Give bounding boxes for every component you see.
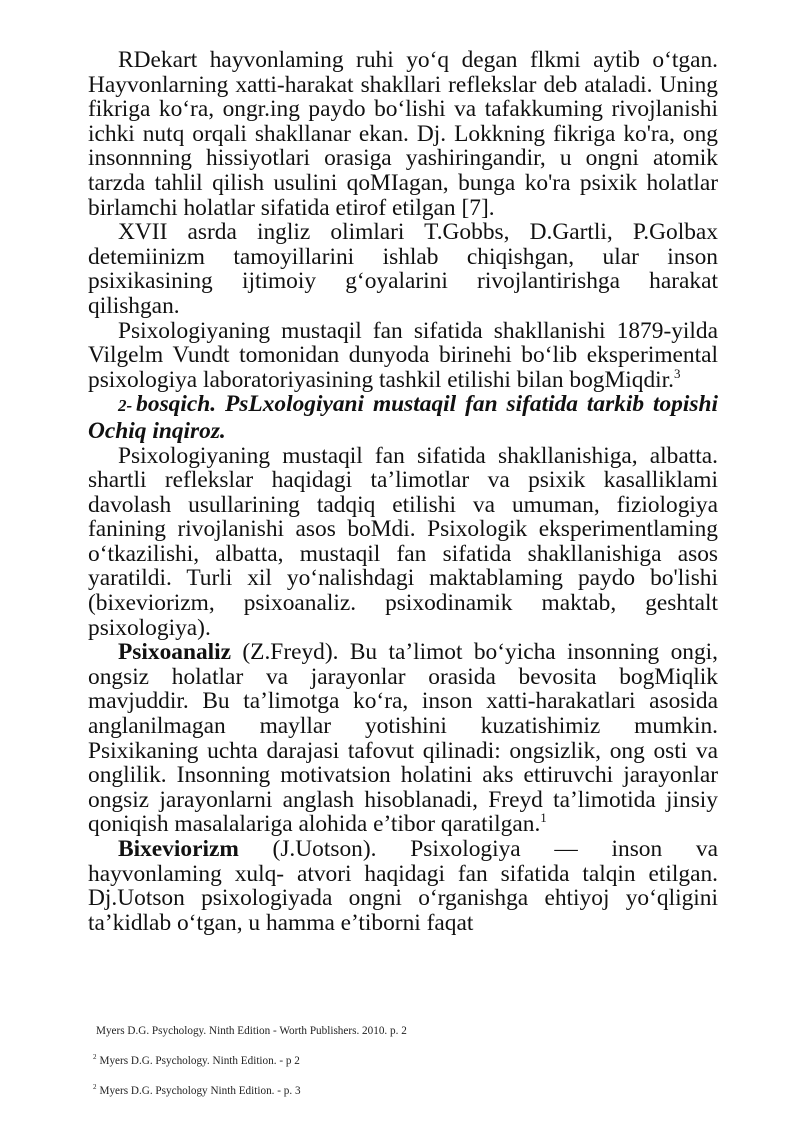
footnote-ref: 1 (540, 810, 547, 826)
paragraph-text: (J.Uotson). Psixologiya — inson va hayvonlaming xulq- atvori haqidagi fan sifatida talqin etilgan. Dj.Uotson psixologiyada ongni o‘rganishga ehtiyoj yo‘qligini ta’kidlab o‘tgan, u hamma e’tiborni faqat (88, 836, 718, 936)
paragraph-text: (Z.Freyd). Bu ta’limot bo‘yicha insonning ongi, ongsiz holatlar va jarayonlar orasida bevosita bogMiqlik mavjuddir. Bu ta’limotga ko‘ra, inson xatti-harakatlari asosida anglanilmagan mayllar yotishini kuzatishimiz mumkin. Psixikaning uchta darajasi tafovut qilinadi: ongsizlik, ong osti va onglilik. Insonning motivatsion holatini aks ettiruvchi jarayonlar ongsiz jarayonlarni anglash hisoblanadi, Freyd ta’limotida jinsiy qoniqish masalalariga alohida e’tibor qaratilgan. (88, 639, 718, 838)
document-body (88, 48, 718, 935)
paragraph-text: XVII asrda ingliz olimlari T.Gobbs, D.Gartli, P.Golbax detemiinizm tamoyillarini ishlab chiqishgan, ular inson psixikasining ijtimoiy g‘oyalarini rivojlantirishga harakat qilishgan. (88, 219, 718, 319)
footnote-mark: 2 (93, 1053, 97, 1062)
paragraph-text: Psixologiyaning mustaqil fan sifatida shakllanishi 1879-yilda Vilgelm Vundt tomonidan dunyoda birinehi bo‘lib eksperimental psixologiya laboratoriyasining tashkil etilishi bilan bogMiqdir. (88, 317, 718, 393)
heading-number: 2- (118, 396, 133, 416)
footnote-ref: 3 (674, 365, 681, 381)
footnote-text: Myers D.G. Psychology Ninth Edition. - p. 3 (99, 1085, 301, 1097)
footnote (93, 1084, 713, 1098)
footnote-text: Myers D.G. Psychology. Ninth Edition. - p 2 (99, 1055, 300, 1067)
term-psixoanaliz: Psixoanaliz (118, 639, 232, 666)
footnotes (93, 1024, 713, 1098)
footnote-text: Myers D.G. Psychology. Ninth Edition - Worth Publishers. 2010. p. 2 (96, 1025, 407, 1037)
section-heading (88, 392, 718, 443)
footnote (93, 1054, 713, 1068)
paragraph-vundt (88, 319, 718, 393)
footnote-mark: 2 (93, 1083, 97, 1092)
paragraph-xvii-asr (88, 220, 718, 318)
heading-text: bosqich. PsLxologiyani mustaqil fan sifatida tarkib topishi Ochiq inqiroz. (88, 391, 718, 444)
paragraph-bixeviorizm (88, 837, 718, 935)
paragraph-text: RDekart hayvonlaming ruhi yo‘q degan flkmi aytib o‘tgan. Hayvonlarning xatti-harakat shakllari reflekslar deb ataladi. Uning fikriga ko‘ra, ongr.ing paydo bo‘lishi va tafakkuming rivojlanishi ichki nutq orqali shakllanar ekan. Dj. Lokkning fikriga ko'ra, ong insonnning hissiyotlari orasiga yashiringandir, u ongni atomik tarzda tahlil qilish usulini qoMIagan, bunga ko'ra psixik holatlar birlamchi holatlar sifatida etirof etilgan [7]. (88, 47, 718, 221)
footnote (93, 1024, 713, 1038)
paragraph-dekart (88, 48, 718, 220)
paragraph-psixoanaliz (88, 640, 718, 837)
paragraph-text: Psixologiyaning mustaqil fan sifatida shakllanishiga, albatta. shartli reflekslar haqidagi ta’limotlar va psixik kasalliklami davolash usullarining tadqiq etilishi va umuman, fiziologiya fanining rivojlanishi asos boMdi. Psixologik eksperimentlaming o‘tkazilishi, albatta, mustaqil fan sifatida shakllanishiga asos yaratildi. Turli xil yo‘nalishdagi maktablaming paydo bo'lishi (bixeviorizm, psixoanaliz. psixodinamik maktab, geshtalt psixologiya). (88, 442, 718, 641)
term-bixeviorizm: Bixeviorizm (118, 836, 239, 862)
paragraph-mustaqil-fan (88, 444, 718, 641)
